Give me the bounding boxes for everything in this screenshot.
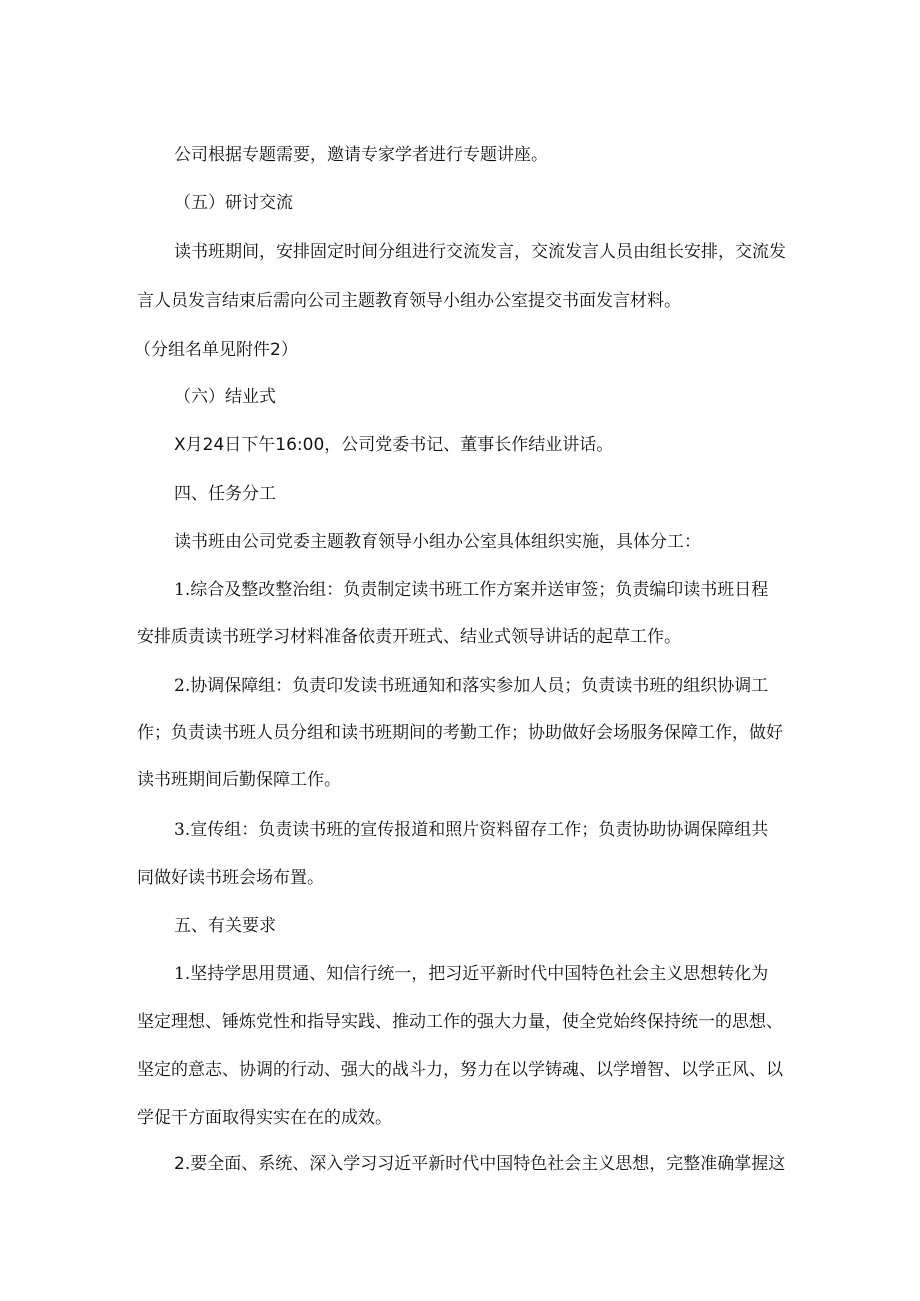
list-item-line <box>174 578 768 602</box>
paragraph-line: 作；负责读书班人员分组和读书班期间的考勤工作；协助做好会场服务保障工作，做好 <box>137 723 783 743</box>
paragraph-line: 2.要全面、系统、深入学习习近平新时代中国特色社会主义思想，完整准确掌握这 <box>174 1154 786 1174</box>
list-text: .综合及整改整治组：负责制定读书班工作方案并送审签；负责编印读书班日程 <box>184 580 769 600</box>
paragraph-line: 学促干方面取得实实在在的成效。 <box>137 1108 392 1128</box>
list-text: .协调保障组：负责印发读书班通知和落实参加人员；负责读书班的组织协调工 <box>184 676 769 696</box>
paragraph-line: 读书班期间后勤保障工作。 <box>137 770 341 790</box>
section-heading-6: （六）结业式 <box>174 387 276 407</box>
paragraph-line: （分组名单见附件2） <box>134 340 298 360</box>
paragraph-line: 读书班期间，安排固定时间分组进行交流发言，交流发言人员由组长安排，交流发 <box>174 242 786 262</box>
list-item-line <box>174 818 768 842</box>
list-text: .宣传组：负责读书班的宣传报道和照片资料留存工作；负责协助协调保障组共 <box>184 820 769 840</box>
chapter-heading-5: 五、有关要求 <box>174 916 276 936</box>
paragraph-line: 言人员发言结束后需向公司主题教育领导小组办公室提交书面发言材料。 <box>137 291 681 311</box>
list-number: 2 <box>174 676 185 696</box>
paragraph-line: 坚定理想、锤炼党性和指导实践、推动工作的强大力量，使全党始终保持统一的思想、 <box>137 1012 783 1032</box>
paragraph-line: X月24日下午16:00，公司党委书记、董事长作结业讲话。 <box>174 435 614 455</box>
chapter-heading-4: 四、任务分工 <box>174 484 276 504</box>
list-number: 1 <box>174 580 185 600</box>
list-number: 3 <box>174 820 185 840</box>
paragraph-line: 公司根据专题需要，邀请专家学者进行专题讲座。 <box>174 145 548 165</box>
list-item-line <box>174 674 768 698</box>
list-number: 1 <box>174 964 185 984</box>
paragraph-line: 坚定的意志、协调的行动、强大的战斗力，努力在以学铸魂、以学增智、以学正风、以 <box>137 1060 783 1080</box>
paragraph-line: 读书班由公司党委主题教育领导小组办公室具体组织实施，具体分工： <box>174 532 701 552</box>
paragraph-line: 安排质责读书班学习材料准备依责开班式、结业式领导讲话的起草工作。 <box>137 627 681 647</box>
paragraph-line: 同做好读书班会场布置。 <box>137 868 324 888</box>
section-heading-5: （五）研讨交流 <box>174 193 293 213</box>
list-item-line <box>174 962 768 986</box>
list-text: .坚持学思用贯通、知信行统一，把习近平新时代中国特色社会主义思想转化为 <box>184 964 769 984</box>
